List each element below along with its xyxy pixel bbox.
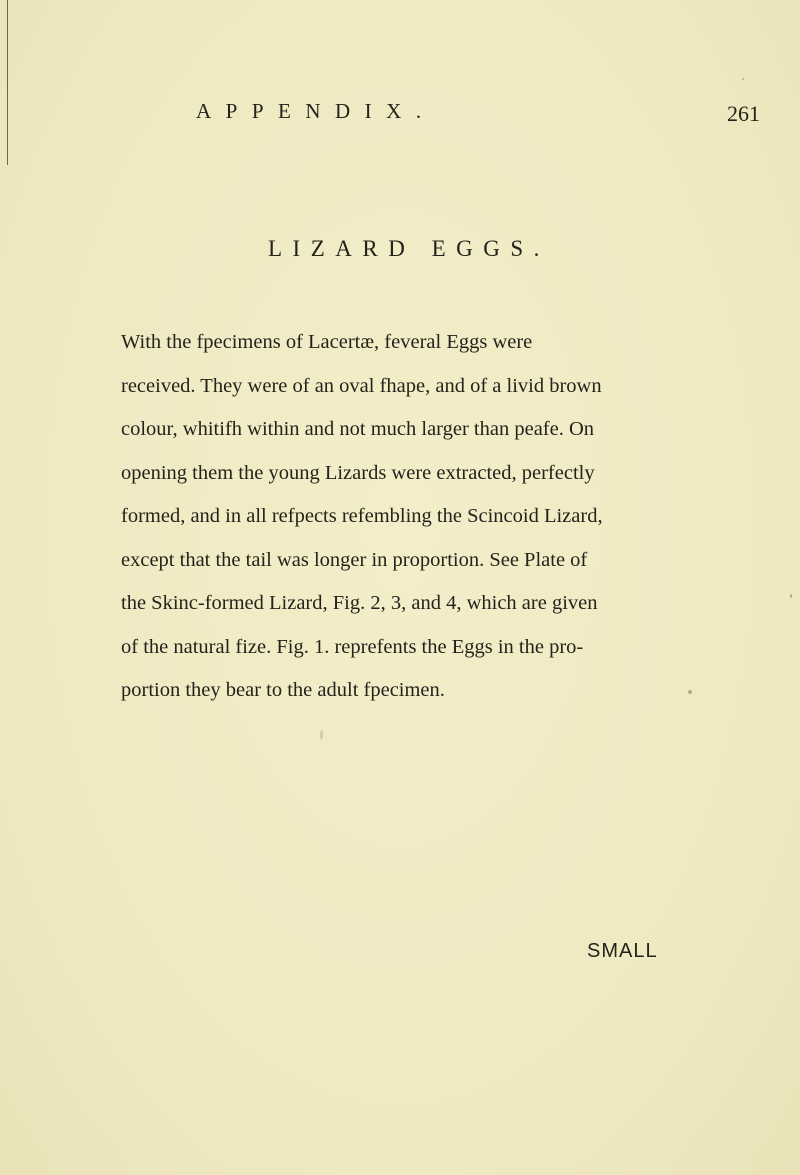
section-title: LIZARD EGGS. — [268, 236, 550, 261]
text-line: received. They were of an oval fhape, and of a livid brown — [121, 374, 602, 397]
paper-speck — [688, 690, 692, 694]
paper-speck — [790, 594, 792, 598]
paper-speck — [320, 730, 323, 740]
text-line: formed, and in all refpects refembling the Scincoid Lizard, — [121, 505, 603, 527]
text-line: portion they bear to the adult fpecimen. — [121, 679, 445, 701]
paper-speck — [742, 78, 744, 80]
text-line: With the fpecimens of Lacertæ, feveral Eggs were — [121, 331, 533, 353]
text-line: except that the tail was longer in proportion. See Plate of — [121, 548, 588, 571]
text-line: of the natural fize. Fig. 1. reprefents the Eggs in the pro- — [121, 635, 584, 658]
running-head: APPENDIX. — [196, 99, 436, 123]
text-line: the Skinc-formed Lizard, Fig. 2, 3, and 4, which are given — [121, 592, 598, 614]
page-number: 261 — [727, 101, 760, 126]
catchword: SMALL — [587, 940, 658, 962]
text-line: colour, whitifh within and not much larger than peafe. On — [121, 418, 595, 440]
text-line: opening them the young Lizards were extracted, perfectly — [121, 461, 595, 484]
body-paragraph — [121, 321, 701, 713]
page-edge-line — [7, 0, 8, 165]
